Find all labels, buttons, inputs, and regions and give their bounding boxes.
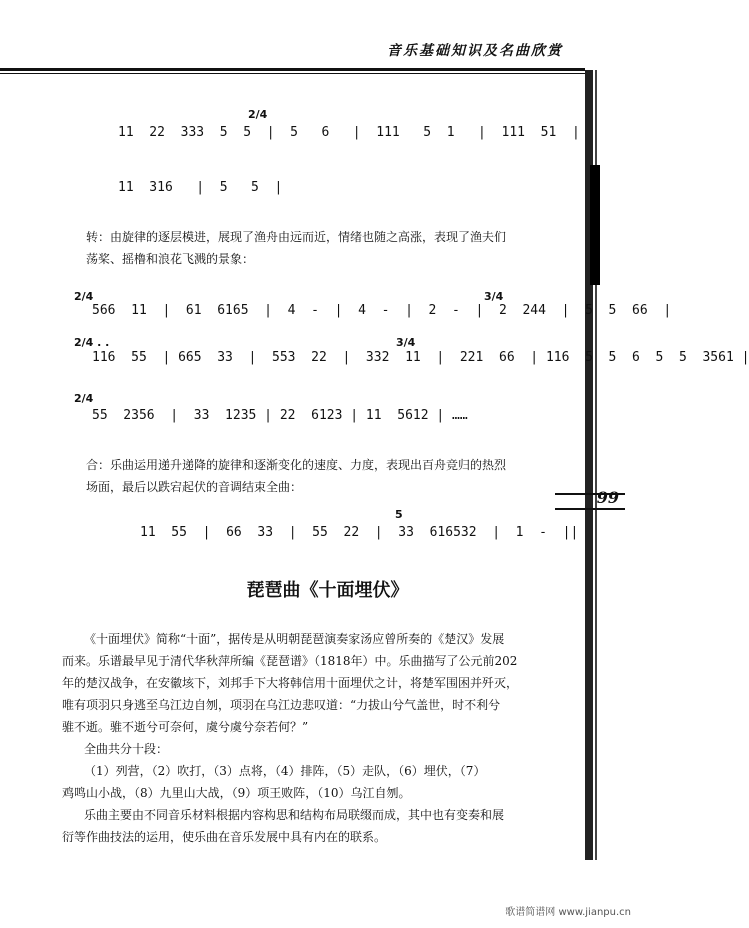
time-signature: 2/4	[248, 108, 268, 121]
time-signature: 2/4	[74, 392, 94, 405]
paragraph-zhuan: 转：由旋律的逐层模进，展现了渔舟由远而近，情绪也随之高涨，表现了渔夫们	[86, 230, 507, 244]
time-signature: 3/4	[484, 290, 504, 303]
time-signature: 2/4	[74, 290, 94, 303]
paragraph-he-cont: 场面，最后以跌宕起伏的音调结束全曲：	[86, 480, 303, 494]
body-line: （1）列营，（2）吹打，（3）点将，（4）排阵，（5）走队，（6）埋伏，（7）	[84, 764, 486, 778]
page-number: 99	[596, 488, 619, 507]
watermark: 歌谱简谱网 www.jianpu.cn	[505, 907, 631, 918]
body-line: 乐曲主要由不同音乐材料根据内容构思和结构布局联缀而成，其中也有变奏和展	[84, 808, 505, 822]
notation-row-3: 566 11 | 61 6165 | 4 - | 4 - | 2 - | 2 244 | 5 5 66 |	[92, 303, 672, 318]
page-number-rule-bottom	[555, 508, 625, 510]
header-rule	[0, 68, 585, 71]
tuplet-number: 5	[395, 508, 403, 521]
notation-row-4: 116 55 | 665 33 | 553 22 | 332 11 | 221 66 | 116 5 5 6 5 5 3561 |	[92, 350, 749, 365]
body-line: 《十面埋伏》简称“十面”，据传是从明朝琵琶演奏家汤应曾所奏的《楚汉》发展	[84, 632, 505, 646]
body-line: 鸡鸣山小战，（8）九里山大战，（9）项王败阵，（10）乌江自刎。	[62, 786, 411, 800]
body-line: 衍等作曲技法的运用，使乐曲在音乐发展中具有内在的联系。	[62, 830, 387, 844]
thumb-tab	[590, 165, 600, 285]
notation-row-6: 11 55 | 66 33 | 55 22 | 33 616532 | 1 - ||	[140, 525, 579, 540]
time-signature: 2/4 . .	[74, 336, 110, 349]
time-signature: 3/4	[396, 336, 416, 349]
header-rule-thin	[0, 73, 585, 74]
paragraph-he: 合：乐曲运用递升递降的旋律和逐渐变化的速度、力度，表现出百舟竞归的热烈	[86, 458, 507, 472]
body-line: 年的楚汉战争，在安徽垓下，刘邦手下大将韩信用十面埋伏之计，将楚军围困并歼灭，	[62, 676, 519, 690]
book-title: 音乐基础知识及名曲欣赏	[387, 43, 563, 59]
paragraph-zhuan-cont: 荡桨、摇橹和浪花飞溅的景象：	[86, 252, 255, 266]
notation-row-2: 11 316 | 5 5 |	[118, 180, 283, 195]
body-line: 骓不逝。骓不逝兮可奈何，虞兮虞兮奈若何？”	[62, 720, 309, 734]
notation-row-5: 55 2356 | 33 1235 | 22 6123 | 11 5612 | ……	[92, 408, 468, 423]
body-line: 唯有项羽只身逃至乌江边自刎，项羽在乌江边悲叹道：“力拔山兮气盖世，时不利兮	[62, 698, 501, 712]
section-title: 琵琶曲《十面埋伏》	[246, 580, 409, 601]
body-line: 全曲共分十段：	[84, 742, 169, 756]
notation-row-1: 11 22 333 5 5 | 5 6 | 111 5 1 | 111 51 |	[118, 125, 580, 140]
body-line: 而来。乐谱最早见于清代华秋萍所编《琵琶谱》（1818年）中。乐曲描写了公元前202	[62, 654, 518, 668]
